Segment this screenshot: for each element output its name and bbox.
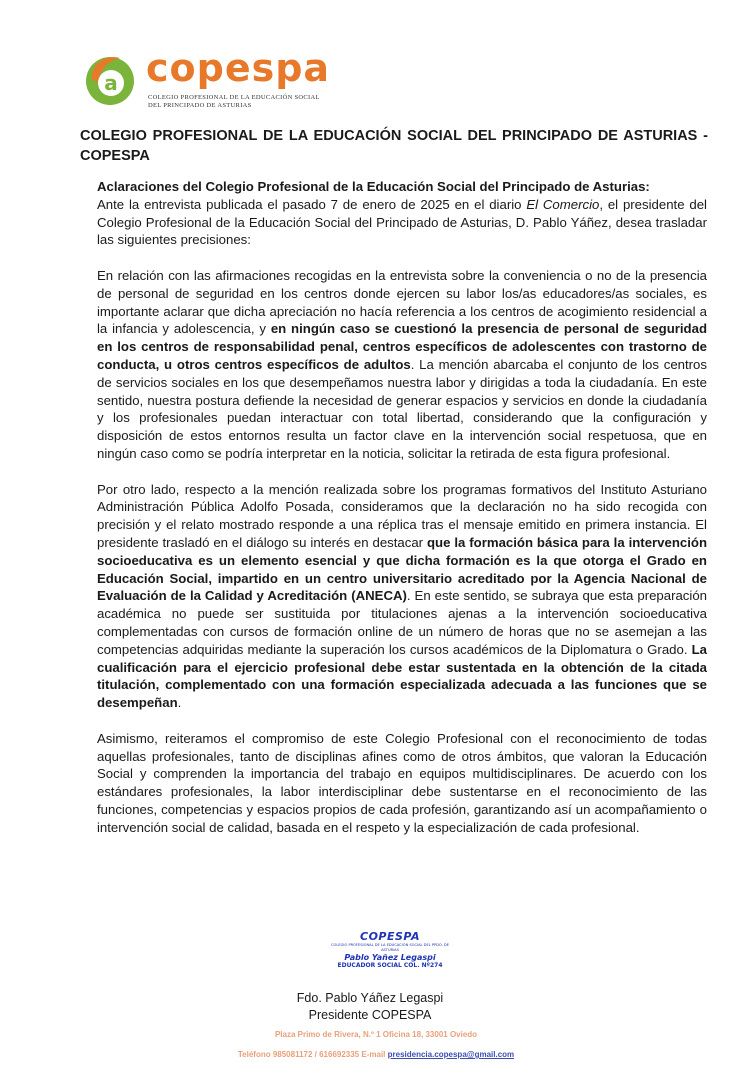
logo-wordmark: copespa: [146, 46, 331, 90]
signature-block: [250, 990, 490, 1024]
training-emphasis: que la formación básica para la intervención socioeducativa es un elemento esencial y que dicha formación es la que otorga el Grado en Educación Social, impartido en un centro universitario acreditado por la Agencia Nacional de Evaluación de la Calidad y Acreditación (ANECA): [97, 534, 707, 604]
intro-paragraph: Aclaraciones del Colegio Profesional de la Educación Social del Principado de Asturias: Ante la entrevista publicada el pasado 7 de enero de 2025 en el diario El Comercio, el presidente del Colegio Profesional de la Educación Social del Principado de Asturias, D. Pablo Yáñez, desea trasladar las siguientes precisiones:: [97, 179, 707, 248]
security-emphasis: en ningún caso se cuestionó la presencia de personal de seguridad en los centros de responsabilidad penal, centros específicos de adolescentes con trastorno de conducta, u otros centros específicos de adultos: [97, 321, 707, 372]
footer-email-link[interactable]: presidencia.copespa@gmail.com: [387, 1050, 515, 1059]
newspaper-name: El Comercio: [526, 196, 600, 212]
footer-phone: Teléfono 985081172 / 616692335: [237, 1050, 360, 1059]
footer-contact: [160, 1050, 592, 1059]
footer-email-label: E-mail: [361, 1050, 386, 1059]
signer-name: Fdo. Pablo Yáñez Legaspi: [296, 991, 444, 1005]
qualification-emphasis: La cualificación para el ejercicio profesional debe estar sustentada en la obtención de la citada titulación, complementado con una formación especializada adecuada a las funciones que se desempeñan: [97, 641, 707, 711]
paragraph-security: En relación con las afirmaciones recogidas en la entrevista sobre la conveniencia o no de la presencia de personal de seguridad en los centros donde ejercen su labor los/as educadores/as sociales, es importante aclarar que dicha apreciación no hacía referencia a los centros de acogimiento residencial a la infancia y adolescencia, y en ningún caso se cuestionó la presencia de personal de seguridad en los centros de responsabilidad penal, centros específicos de adolescentes con trastorno de conducta, u otros centros específicos de adultos. La mención abarcaba el conjunto de los centros de servicios sociales en los que desempeñamos nuestra labor y dirigidas a toda la ciudadanía. En este sentido, nuestra postura defiende la necesidad de generar espacios y servicios en donde la ciudadanía y los profesionales puedan interactuar con total libertad, considerando que la configuración y disposición de estos entornos resulta un factor clave en la intervención social respetuosa, que en ningún caso como se podría interpretar en la noticia, solicitar la retirada de esta figura profesional.: [97, 267, 707, 461]
copespa-logo-mark-icon: [80, 50, 138, 108]
footer-address: Plaza Primo de Rivera, N.º 1 Oficina 18, 33001 Oviedo: [274, 1030, 478, 1039]
document-body: [97, 178, 707, 854]
official-stamp: COPESPA COLEGIO PROFESIONAL DE LA EDUCACIÓN SOCIAL DEL PPDO. DE ASTURIAS Pablo Yañez Legaspi EDUCADOR SOCIAL COL. Nº274: [331, 930, 449, 969]
logo-subtitle: COLEGIO PROFESIONAL DE LA EDUCACIÓN SOCIAL DEL PRINCIPADO DE ASTURIAS: [148, 94, 320, 109]
paragraph-commitment: Asimismo, reiteramos el compromiso de este Colegio Profesional con el reconocimiento de todas aquellas profesionales, tanto de disciplinas afines como de otros ámbitos, que valoran la Educación Social y comprenden la importancia del trabajo en equipos multidisciplinares. De acuerdo con los estándares profesionales, la labor interdisciplinar debe sustentarse en el reconocimiento de las funciones, competencias y espacios propios de cada profesión, garantizando así un acompañamiento o intervención social de calidad, basada en el respeto y la especialización de cada profesional.: [97, 730, 707, 835]
document-heading: COLEGIO PROFESIONAL DE LA EDUCACIÓN SOCIAL DEL PRINCIPADO DE ASTURIAS - COPESPA: [80, 128, 708, 164]
svg-text:a: a: [104, 71, 118, 95]
copespa-logo: [80, 46, 370, 114]
paragraph-training: Por otro lado, respecto a la mención realizada sobre los programas formativos del Instituto Asturiano Administración Pública Adolfo Posada, consideramos que la declaración no ha sido recogida con precisión y el relato mostrado responde a una réplica tras el mensaje emitido en primera instancia. El presidente trasladó en el diálogo su interés en destacar que la formación básica para la intervención socioeducativa es un elemento esencial y que dicha formación es la que otorga el Grado en Educación Social, impartido en un centro universitario acreditado por la Agencia Nacional de Evaluación de la Calidad y Acreditación (ANECA). En este sentido, se subraya que esta preparación académica no puede ser sustituida por titulaciones ajenas a la intervención socioeducativa complementadas con cursos de formación online de un número de horas que no se asemejan a las competencias adquiridas mediante la superación los cursos académicos de la Diplomatura o Grado. La cualificación para el ejercicio profesional debe estar sustentada en la obtención de la citada titulación, complementado con una formación especializada adecuada a las funciones que se desempeñan.: [97, 481, 708, 711]
signer-role: Presidente COPESPA: [308, 1008, 432, 1022]
intro-title: Aclaraciones del Colegio Profesional de la Educación Social del Principado de Asturias:: [97, 179, 650, 194]
